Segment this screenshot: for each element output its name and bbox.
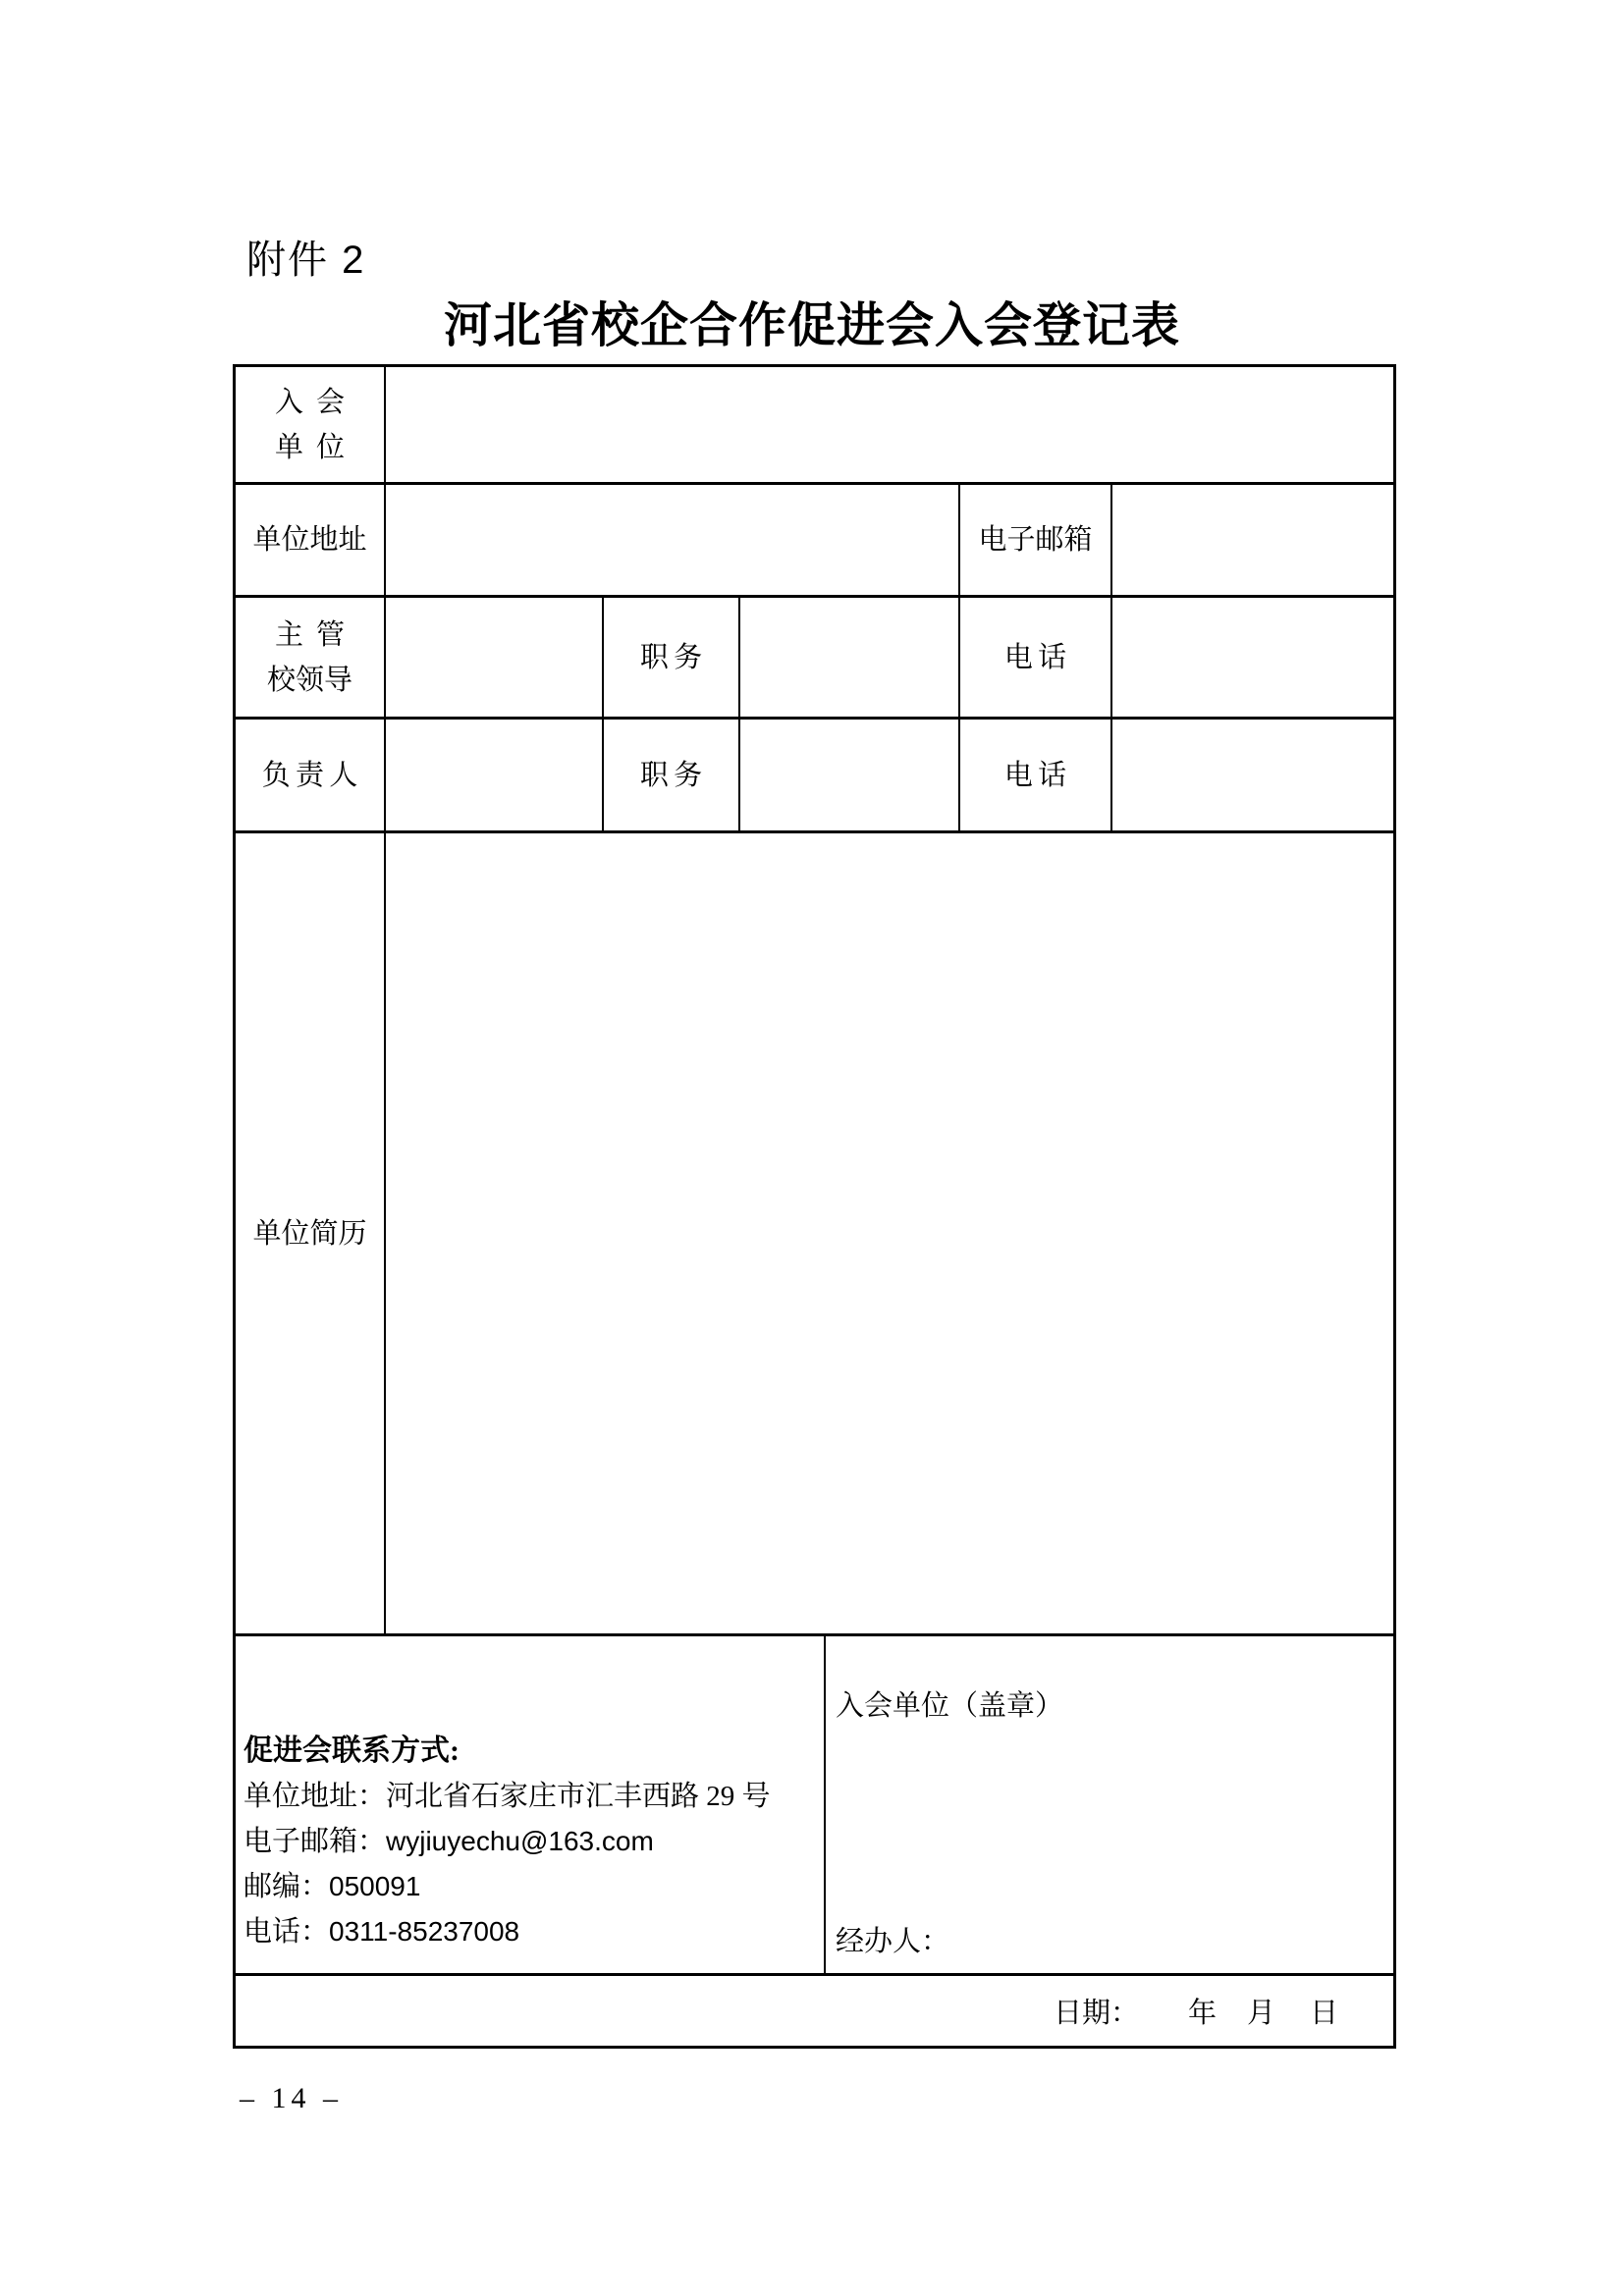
contact-email-value: wyjiuyechu@163.com bbox=[386, 1826, 654, 1856]
email-label bbox=[960, 485, 1112, 595]
supervisor-name-field[interactable] bbox=[386, 598, 604, 717]
date-year-label: 年 bbox=[1187, 1998, 1217, 2029]
leader-position-field[interactable] bbox=[740, 720, 960, 830]
member-unit-label bbox=[236, 367, 386, 482]
leader-position-label bbox=[604, 720, 740, 830]
unit-profile-field[interactable] bbox=[386, 833, 1393, 1633]
member-unit-label-line2: 单位 bbox=[274, 431, 358, 463]
contact-postcode-value: 050091 bbox=[329, 1871, 421, 1901]
contact-postcode-label: 邮编： bbox=[244, 1871, 330, 1902]
supervisor-position-label bbox=[604, 598, 740, 717]
date-day-label: 日 bbox=[1309, 1998, 1338, 2029]
table-row-member-unit bbox=[236, 367, 1393, 485]
leader-name-field[interactable] bbox=[386, 720, 604, 830]
unit-address-field[interactable] bbox=[386, 485, 960, 595]
seal-cell bbox=[826, 1636, 1393, 1973]
table-row-bottom bbox=[236, 1636, 1393, 1976]
contact-postcode-line bbox=[244, 1864, 816, 1909]
contact-phone-label: 电话： bbox=[244, 1916, 330, 1948]
unit-address-label-text: 单位地址 bbox=[252, 524, 367, 556]
contact-address-label: 单位地址： bbox=[244, 1781, 387, 1812]
contact-email-line bbox=[244, 1819, 816, 1864]
date-row bbox=[236, 1976, 1393, 2046]
contact-address-value: 河北省石家庄市汇丰西路 29 号 bbox=[386, 1781, 771, 1812]
seal-label: 入会单位（盖章） bbox=[836, 1690, 1064, 1722]
supervisor-label-line2: 校领导 bbox=[266, 664, 352, 696]
contact-email-label: 电子邮箱： bbox=[244, 1826, 387, 1857]
leader-phone-label-text: 电话 bbox=[1003, 759, 1072, 791]
table-row-supervisor bbox=[236, 598, 1393, 720]
member-unit-label-line1: 入会 bbox=[274, 386, 358, 418]
date-month-label: 月 bbox=[1246, 1998, 1275, 2029]
table-row-leader bbox=[236, 720, 1393, 833]
table-row-date bbox=[236, 1976, 1393, 2046]
page-title: 河北省校企合作促进会入会登记表 bbox=[443, 298, 1180, 352]
contact-phone-value: 0311-85237008 bbox=[329, 1916, 520, 1947]
member-unit-field[interactable] bbox=[386, 367, 1393, 482]
email-label-text: 电子邮箱 bbox=[978, 524, 1093, 556]
supervisor-label bbox=[236, 598, 386, 717]
table-row-profile bbox=[236, 833, 1393, 1636]
handler-label[interactable]: 经办人： bbox=[836, 1926, 950, 1957]
supervisor-label-line1: 主管 bbox=[274, 618, 358, 651]
registration-table bbox=[233, 364, 1396, 2049]
unit-address-label bbox=[236, 485, 386, 595]
leader-label-text: 负责人 bbox=[261, 759, 363, 791]
attachment-label: 附件 2 bbox=[246, 239, 366, 282]
unit-profile-label-text: 单位简历 bbox=[252, 1217, 367, 1250]
supervisor-position-field[interactable] bbox=[740, 598, 960, 717]
email-field[interactable] bbox=[1112, 485, 1393, 595]
leader-label bbox=[236, 720, 386, 830]
date-label: 日期： bbox=[1053, 1998, 1139, 2029]
leader-position-label-text: 职务 bbox=[639, 759, 708, 791]
supervisor-phone-label-text: 电话 bbox=[1003, 641, 1072, 673]
table-row-address bbox=[236, 485, 1393, 598]
leader-phone-field[interactable] bbox=[1112, 720, 1393, 830]
leader-phone-label bbox=[960, 720, 1112, 830]
contact-phone-line bbox=[244, 1909, 816, 1954]
contact-heading: 促进会联系方式: bbox=[244, 1735, 460, 1767]
supervisor-position-label-text: 职务 bbox=[639, 641, 708, 673]
page-number: – 14 – bbox=[240, 2082, 343, 2114]
association-contact-block bbox=[236, 1636, 826, 1973]
supervisor-phone-field[interactable] bbox=[1112, 598, 1393, 717]
unit-profile-label bbox=[236, 833, 386, 1633]
supervisor-phone-label bbox=[960, 598, 1112, 717]
contact-address-line bbox=[244, 1774, 816, 1819]
